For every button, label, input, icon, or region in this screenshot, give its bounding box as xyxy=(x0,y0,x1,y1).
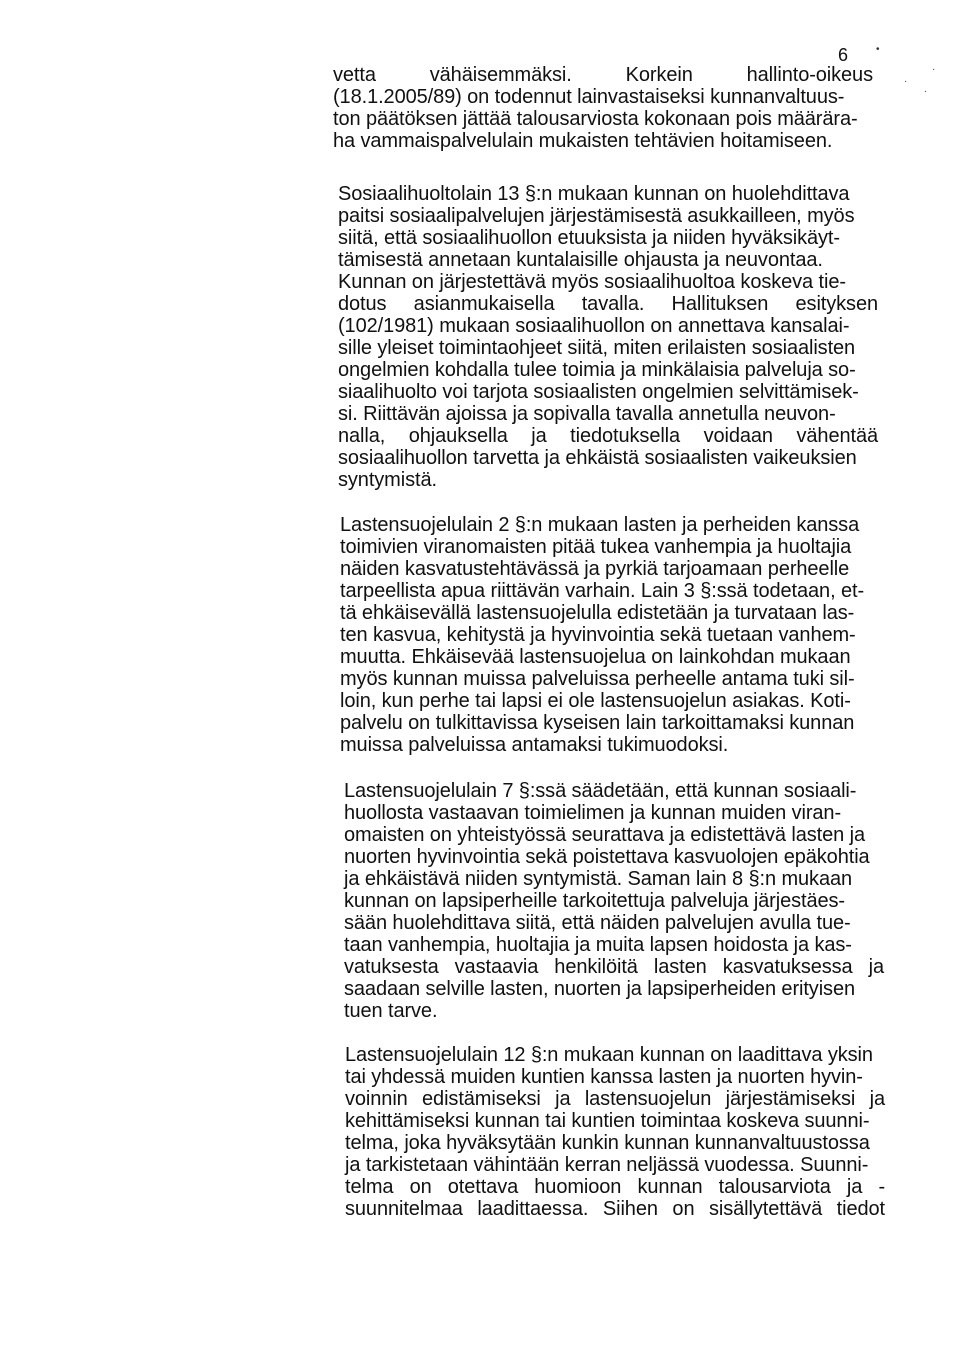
text-line: tä ehkäisevällä lastensuojelulla edistetään ja turvataan las- xyxy=(340,602,855,624)
text-line: si. Riittävän ajoissa ja sopivalla tavalla annetulla neuvon- xyxy=(338,403,836,425)
text-line: tarpeellista apua riittävän varhain. Lain 3 §:ssä todetaan, et- xyxy=(340,580,865,602)
scan-speck: · xyxy=(932,64,936,75)
text-line: saadaan selville lasten, nuorten ja lapsiperheiden erityisen xyxy=(344,978,855,1000)
text-line: Lastensuojelulain 7 §:ssä säädetään, että kunnan sosiaali- xyxy=(344,780,857,802)
text-line: ten kasvua, kehitystä ja hyvinvointia sekä tuetaan vanhem- xyxy=(340,624,856,646)
scan-speck: . xyxy=(924,84,927,95)
text-line: Lastensuojelulain 2 §:n mukaan lasten ja perheiden kanssa xyxy=(340,514,860,536)
text-line: (102/1981) mukaan sosiaalihuollon on annettava kansalai- xyxy=(338,315,850,337)
text-line: ja tarkistetaan vähintään kerran neljässä vuodessa. Suunni- xyxy=(345,1154,869,1176)
paragraph-4 xyxy=(344,780,884,1022)
text-line: voinnin edistämiseksi ja lastensuojelun järjestämiseksi ja xyxy=(345,1088,885,1110)
text-line: ton päätöksen jättää talousarviosta kokonaan pois määrära- xyxy=(333,108,858,130)
text-line: suunnitelmaa laadittaessa. Siihen on sisällytettävä tiedot xyxy=(345,1198,885,1220)
text-line: näiden kasvatustehtävässä ja pyrkiä tarjoamaan perheelle xyxy=(340,558,850,580)
text-line: taan vanhempia, huoltajia ja muita lapsen hoidosta ja kas- xyxy=(344,934,852,956)
text-line: Lastensuojelulain 12 §:n mukaan kunnan on laadittava yksin xyxy=(345,1044,873,1066)
text-line: ja ehkäistävä niiden syntymistä. Saman lain 8 §:n mukaan xyxy=(344,868,853,890)
text-line: tämisestä annetaan kuntalaisille ohjausta ja neuvontaa. xyxy=(338,249,823,271)
text-line: syntymistä. xyxy=(338,469,437,491)
text-line: vatuksesta vastaavia henkilöitä lasten kasvatuksessa ja xyxy=(344,956,884,978)
text-line: ha vammaispalvelulain mukaisten tehtävien hoitamiseen. xyxy=(333,130,833,152)
text-line: nuorten hyvinvointia sekä poistettava kasvuolojen epäkohtia xyxy=(344,846,870,868)
text-line: dotus asianmukaisella tavalla. Hallituksen esityksen xyxy=(338,293,878,315)
scan-speck: · xyxy=(904,76,908,87)
text-line: Sosiaalihuoltolain 13 §:n mukaan kunnan on huolehdittava xyxy=(338,183,850,205)
text-line: Kunnan on järjestettävä myös sosiaalihuoltoa koskeva tie- xyxy=(338,271,846,293)
text-line: sille yleiset toimintaohjeet siitä, miten erilaisten sosiaalisten xyxy=(338,337,856,359)
text-line: omaisten on yhteistyössä seurattava ja edistettävä lasten ja xyxy=(344,824,865,846)
text-line: telma, joka hyväksytään kunkin kunnan kunnanvaltuustossa xyxy=(345,1132,870,1154)
text-line: (18.1.2005/89) on todennut lainvastaiseksi kunnanvaltuus- xyxy=(333,86,845,108)
text-line: tuen tarve. xyxy=(344,1000,438,1022)
paragraph-2 xyxy=(338,183,878,491)
text-line: paitsi sosiaalipalvelujen järjestämisestä asukkailleen, myös xyxy=(338,205,855,227)
paragraph-5 xyxy=(345,1044,885,1220)
text-line: loin, kun perhe tai lapsi ei ole lastensuojelun asiakas. Koti- xyxy=(340,690,851,712)
text-line: nalla, ohjauksella ja tiedotuksella voidaan vähentää xyxy=(338,425,878,447)
paragraph-3 xyxy=(340,514,880,756)
text-line: ongelmien kohdalla tulee toimia ja minkälaisia palveluja so- xyxy=(338,359,856,381)
text-line: myös kunnan muissa palveluissa perheelle antama tuki sil- xyxy=(340,668,855,690)
page-number: 6 xyxy=(838,45,849,65)
text-line: siitä, että sosiaalihuollon etuuksista ja niiden hyväksikäyt- xyxy=(338,227,840,249)
text-line: tai yhdessä muiden kuntien kanssa lasten ja nuorten hyvin- xyxy=(345,1066,863,1088)
paragraph-1 xyxy=(333,64,873,152)
text-line: sosiaalihuollon tarvetta ja ehkäistä sosiaalisten vaikeuksien xyxy=(338,447,857,469)
text-line: palvelu on tulkittavissa kyseisen lain tarkoittamaksi kunnan xyxy=(340,712,855,734)
text-line: muissa palveluissa antamaksi tukimuodoksi. xyxy=(340,734,729,756)
text-line: muutta. Ehkäisevää lastensuojelua on lainkohdan mukaan xyxy=(340,646,851,668)
text-line: huollosta vastaavan toimielimen ja kunnan muiden viran- xyxy=(344,802,842,824)
text-line: vetta vähäisemmäksi. Korkein hallinto-oikeus xyxy=(333,64,873,86)
text-line: kunnan on lapsiperheille tarkoitettuja palveluja järjestäes- xyxy=(344,890,845,912)
text-line: kehittämiseksi kunnan tai kuntien toimintaa koskeva suunni- xyxy=(345,1110,870,1132)
text-line: telma on otettava huomioon kunnan talousarviota ja - xyxy=(345,1176,885,1198)
text-line: sään huolehdittava siitä, että näiden palvelujen avulla tue- xyxy=(344,912,851,934)
scan-speck: • xyxy=(876,44,880,55)
text-line: toimivien viranomaisten pitää tukea vanhempia ja huoltajia xyxy=(340,536,852,558)
text-line: siaalihuolto voi tarjota sosiaalisten ongelmien selvittämisek- xyxy=(338,381,859,403)
